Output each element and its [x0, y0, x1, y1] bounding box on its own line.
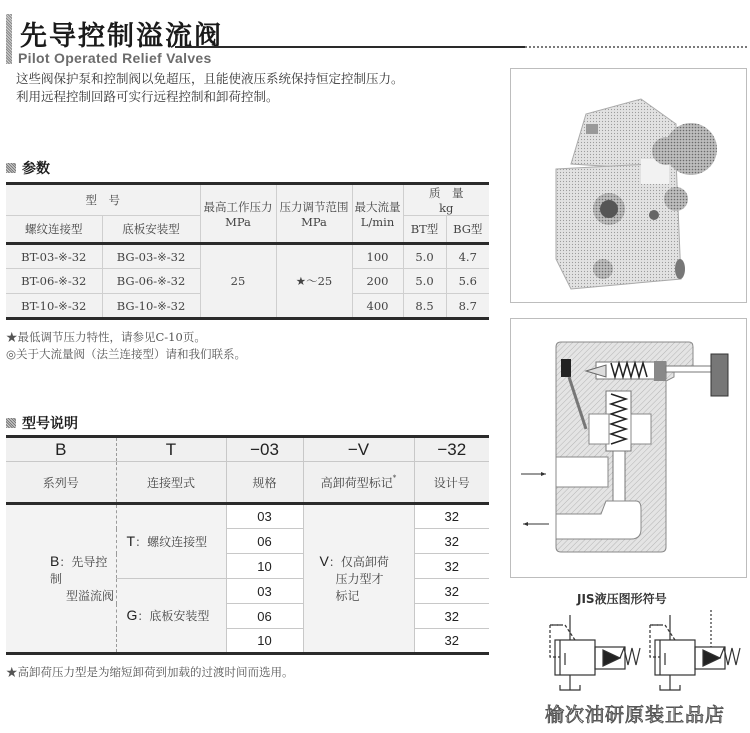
code-series: B: [6, 437, 116, 462]
params-table: [6, 182, 489, 320]
page-subtitle: Pilot Operated Relief Valves: [18, 50, 212, 66]
design-cell: 32: [414, 554, 489, 579]
size-cell: 10: [226, 629, 303, 654]
cell-flow: 100: [352, 244, 403, 269]
model-heading: [6, 413, 78, 433]
valve-cross-section: [510, 318, 747, 578]
cell-adj-range: ★～25: [276, 244, 352, 319]
cell-flow: 400: [352, 294, 403, 319]
header-mass-bt: BT型: [403, 216, 446, 244]
header-model: 型 号: [6, 184, 200, 216]
size-cell: 06: [226, 604, 303, 629]
table-row: [6, 244, 489, 269]
code-design: −32: [414, 437, 489, 462]
section-bullet-icon: [6, 163, 16, 173]
intro-text: [16, 70, 404, 106]
name-design: 设计号: [414, 462, 489, 504]
connection-desc: ：螺纹连接型: [135, 535, 208, 549]
connection-desc-g: [116, 579, 226, 654]
header-max-pressure-unit: MPa: [225, 214, 251, 229]
cell-max-pressure: 25: [200, 244, 276, 319]
model-code-table: [6, 435, 489, 655]
header-max-pressure-label: 最高工作压力: [203, 199, 273, 214]
intro-line: 利用远程控制回路可实行远程控制和卸荷控制。: [16, 89, 279, 104]
model-code-row: [6, 437, 489, 462]
cell-threaded: BT-03-※-32: [6, 244, 102, 269]
model-note: ★高卸荷压力型是为缩短卸荷到加载的过渡时间而选用。: [6, 665, 294, 679]
series-desc-line: 型溢流阀: [66, 589, 115, 603]
code-connection: T: [116, 437, 226, 462]
cell-mass-bt: 5.0: [403, 269, 446, 294]
params-heading: [6, 158, 50, 178]
header-max-flow-unit: L/min: [360, 214, 395, 229]
code-vent: −V: [303, 437, 414, 462]
name-vent: [303, 462, 414, 504]
vent-desc-line: 压力型才: [335, 572, 384, 586]
connection-code: T: [126, 533, 136, 549]
model-row: [6, 504, 489, 529]
design-cell: 32: [414, 579, 489, 604]
hydraulic-symbol-icon: [510, 605, 747, 700]
name-size: 规格: [226, 462, 303, 504]
header-adj-range-unit: MPa: [301, 214, 327, 229]
connection-desc-t: [116, 504, 226, 579]
design-cell: 32: [414, 629, 489, 654]
series-desc: [6, 504, 116, 654]
vent-desc-line: ：仅高卸荷: [328, 555, 389, 569]
jis-symbols: [510, 605, 747, 700]
intro-line: 这些阀保护泵和控制阀以免超压，且能使液压系统保持恒定控制压力。: [16, 71, 404, 86]
title-rule-dotted: [525, 46, 747, 48]
params-notes: [6, 329, 246, 363]
header-adj-range: [276, 184, 352, 244]
jis-symbol-title: JIS液压图形符号: [577, 592, 667, 606]
vent-desc: [303, 504, 414, 654]
cell-mass-bg: 5.6: [446, 269, 489, 294]
params-title: 参数: [22, 161, 50, 177]
name-series: 系列号: [6, 462, 116, 504]
page-title: 先导控制溢流阀: [20, 21, 223, 52]
header-threaded: 螺纹连接型: [6, 216, 102, 244]
cell-mass-bg: 8.7: [446, 294, 489, 319]
header-mass: [403, 184, 489, 216]
size-cell: 06: [226, 529, 303, 554]
design-cell: 32: [414, 504, 489, 529]
header-mass-unit: kg: [439, 201, 454, 215]
cell-threaded: BT-10-※-32: [6, 294, 102, 319]
model-title: 型号说明: [22, 416, 78, 432]
series-code: B: [50, 553, 60, 569]
connection-code: G: [126, 607, 138, 623]
cell-subplate: BG-06-※-32: [102, 269, 200, 294]
vent-code: V: [319, 553, 329, 569]
note-line: ◎关于大流量阀（法兰连接型）请和我们联系。: [6, 347, 247, 361]
cell-subplate: BG-03-※-32: [102, 244, 200, 269]
design-cell: 32: [414, 604, 489, 629]
size-cell: 03: [226, 504, 303, 529]
model-name-row: [6, 462, 489, 504]
header-max-flow-label: 最大流量: [354, 199, 401, 214]
shop-watermark: 榆次油研原装正品店: [545, 704, 726, 726]
section-bullet-icon: [6, 418, 16, 428]
design-cell: 32: [414, 529, 489, 554]
title-accent-bar: [6, 14, 12, 64]
series-desc-line: ：先导控制: [50, 555, 108, 586]
header-subplate: 底板安装型: [102, 216, 200, 244]
header-mass-bg: BG型: [446, 216, 489, 244]
cell-subplate: BG-10-※-32: [102, 294, 200, 319]
cross-section-icon: [511, 319, 746, 577]
valve-photo: [510, 68, 747, 303]
header-mass-label: 质 量: [429, 186, 464, 200]
name-vent-label: 高卸荷型标记: [320, 475, 393, 490]
note-line: ★最低调节压力特性，请参见C-10页。: [6, 330, 206, 344]
cell-mass-bt: 5.0: [403, 244, 446, 269]
name-connection: 连接型式: [116, 462, 226, 504]
header-max-pressure: [200, 184, 276, 244]
vent-desc-line: 标记: [335, 589, 360, 603]
header-max-flow: [352, 184, 403, 244]
valve-photo-icon: [511, 69, 746, 302]
header-adj-range-label: 压力调节范围: [279, 199, 349, 214]
code-size: −03: [226, 437, 303, 462]
footnote-mark: *: [392, 473, 397, 482]
cell-mass-bg: 4.7: [446, 244, 489, 269]
size-cell: 03: [226, 579, 303, 604]
cell-threaded: BT-06-※-32: [6, 269, 102, 294]
connection-desc: ：底板安装型: [137, 609, 210, 623]
size-cell: 10: [226, 554, 303, 579]
cell-mass-bt: 8.5: [403, 294, 446, 319]
cell-flow: 200: [352, 269, 403, 294]
